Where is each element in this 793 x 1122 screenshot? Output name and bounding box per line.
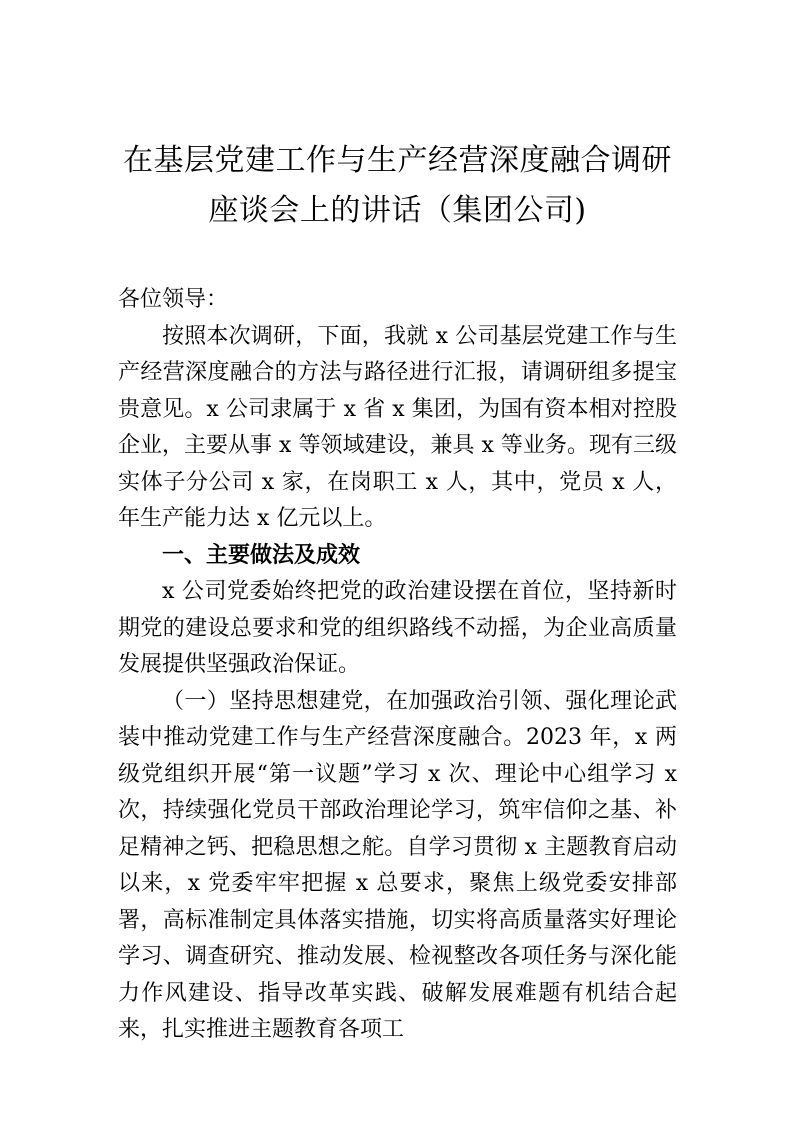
document-content <box>118 0 677 1049</box>
body-paragraph: （一）坚持思想建党，在加强政治引领、强化理论武装中推动党建工作与生产经营深度融合。2023 年，x 两级党组织开展“第一议题”学习 x 次、理论中心组学习 x 次，持续强化党员干部政治理论学习，筑牢信仰之基、补足精神之钙、把稳思想之舵。自学习贯彻 x 主题教育启动以来，x 党委牢牢把握 x 总要求，聚焦上级党委安排部署，高标准制定具体落实措施，切实将高质量落实好理论学习、调查研究、推动发展、检视整改各项任务与深化能力作风建设、指导改革实践、破解发展难题有机结合起来，扎实推进主题教育各项工 <box>118 688 677 1042</box>
salutation: 各位领导： <box>118 287 229 312</box>
body-paragraph: x 公司党委始终把党的政治建设摆在首位，坚持新时期党的建设总要求和党的组织路线不动摇，为企业高质量发展提供坚强政治保证。 <box>118 579 677 677</box>
salutation-block <box>118 236 677 319</box>
body-paragraph: 按照本次调研，下面，我就 x 公司基层党建工作与生产经营深度融合的方法与路径进行汇报，请调研组多提宝贵意见。x 公司隶属于 x 省 x 集团，为国有资本相对控股企业，主要从事 x 等领域建设，兼具 x 等业务。现有三级实体子分公司 x 家，在岗职工 x 人，其中，党员 x 人，年生产能力达 x 亿元以上。 <box>118 323 677 531</box>
document-title-line-2: 座谈会上的讲话（集团公司) <box>208 193 587 228</box>
document-title-line-1: 在基层党建工作与生产经营深度融合调研 <box>123 143 672 178</box>
document-title-block <box>118 0 677 236</box>
section-heading: 一、主要做法及成效 <box>162 542 361 568</box>
